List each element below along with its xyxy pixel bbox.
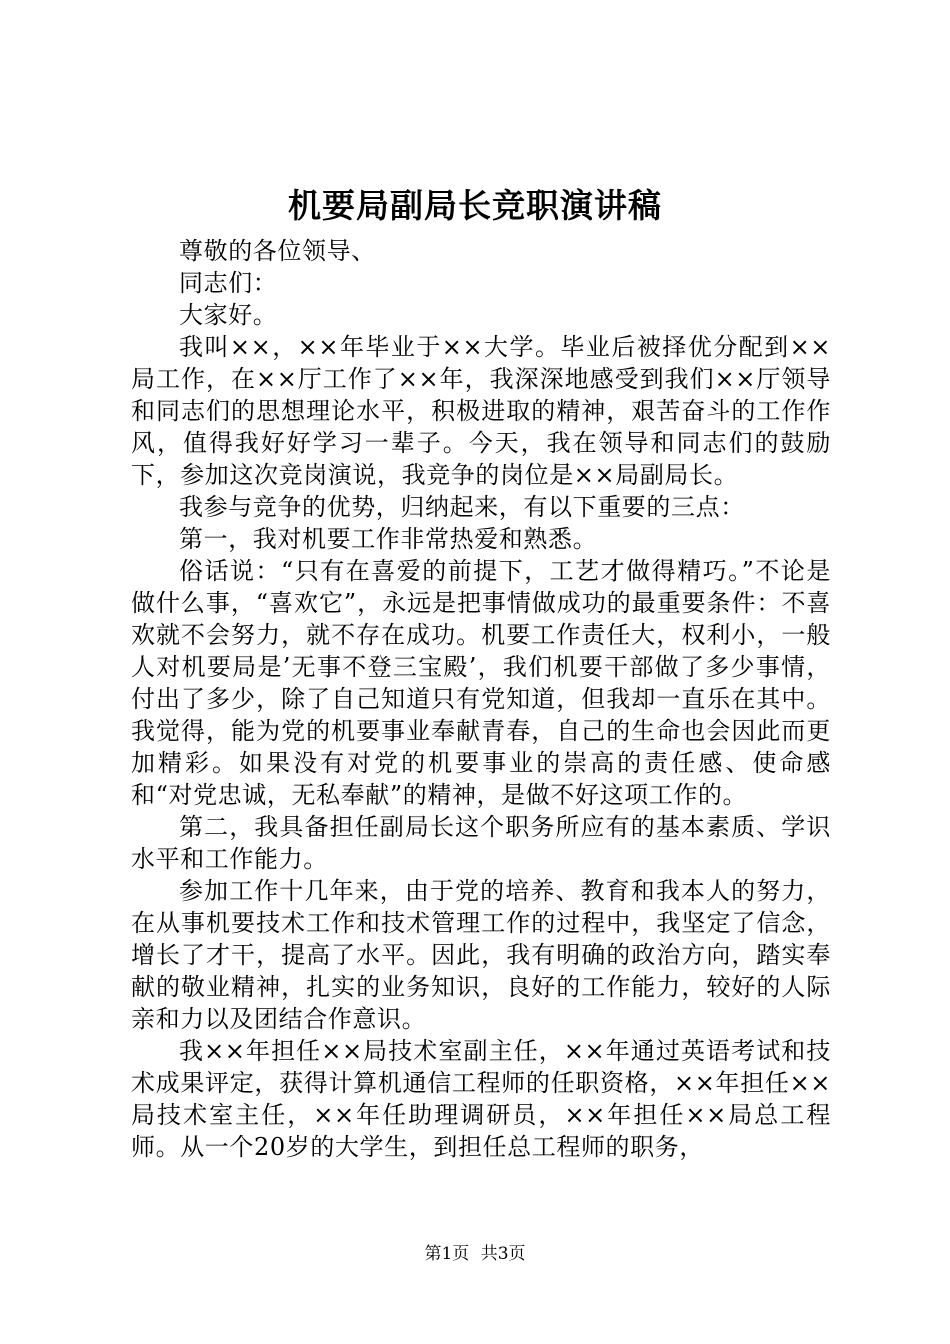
paragraph-point-one-detail: 俗话说：“只有在喜爱的前提下，工艺才做得精巧。”不论是做什么事，“喜欢它”，永远是把事情做成功的最重要条件：不喜欢就不会努力，就不存在成功。机要工作责任大，权利小，一般人对机要局是’无事不登三宝殿’，我们机要干部做了多少事情，付出了多少，除了自己知道只有党知道，但我却一直乐在其中。我觉得，能为党的机要事业奉献青春，自己的生命也会因此而更加精彩。如果没有对党的机要事业的崇高的责任感、使命感和“对党忠诚，无私奉献”的精神，是做不好这项工作的。 — [131, 557, 831, 809]
salutation-comrades: 同志们： — [179, 269, 278, 297]
paragraph-career-history: 我××年担任××局技术室副主任，××年通过英语考试和技术成果评定，获得计算机通信工程师的任职资格，××年担任××局技术室主任，××年任助理调研员，××年担任××局总工程师。从一个20岁的大学生，到担任总工程师的职务， — [131, 1037, 831, 1161]
paragraph-point-one: 第一，我对机要工作非常热爱和熟悉。 — [179, 525, 598, 553]
paragraph-advantages-intro: 我参与竞争的优势，归纳起来，有以下重要的三点： — [179, 493, 745, 521]
page-total: 共3页 — [480, 1244, 526, 1264]
paragraph-point-two-detail: 参加工作十几年来，由于党的培养、教育和我本人的努力，在从事机要技术工作和技术管理工作的过程中，我坚定了信念，增长了才干，提高了水平。因此，我有明确的政治方向，踏实奉献的敬业精神，扎实的业务知识，良好的工作能力，较好的人际亲和力以及团结合作意识。 — [131, 877, 831, 1033]
paragraph-point-two: 第二，我具备担任副局长这个职务所应有的基本素质、学识水平和工作能力。 — [131, 813, 831, 873]
greeting: 大家好。 — [179, 301, 278, 329]
paragraph-introduction: 我叫××，××年毕业于××大学。毕业后被择优分配到××局工作，在××厅工作了××年，我深深地感受到我们××厅领导和同志们的思想理论水平，积极进取的精神，艰苦奋斗的工作作风，值得我好好学习一辈子。今天，我在领导和同志们的鼓励下，参加这次竞岗演说，我竞争的岗位是××局副局长。 — [131, 333, 831, 489]
document-body — [131, 235, 831, 1163]
page-number: 第1页 — [424, 1244, 470, 1264]
document-title: 机要局副局长竞职演讲稿 — [288, 186, 662, 225]
salutation-leaders: 尊敬的各位领导、 — [179, 237, 376, 265]
page-footer — [0, 1242, 950, 1266]
